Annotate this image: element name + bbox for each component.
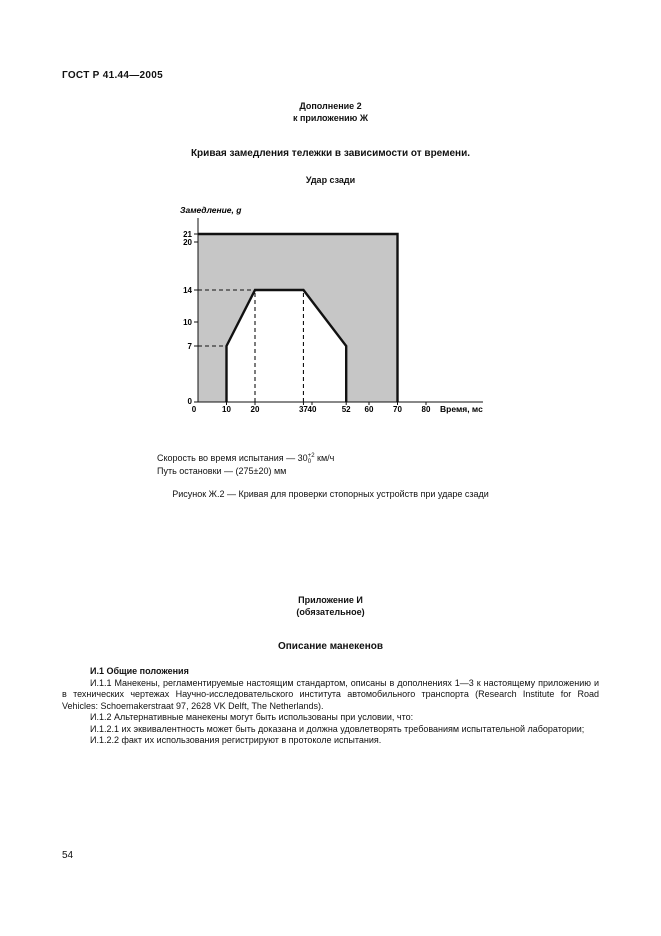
paragraph-1-1-2: И.1.2 Альтернативные манекены могут быть использованы при условии, что:: [90, 712, 414, 722]
y-tick-label-10: 10: [183, 318, 192, 327]
appendix-heading: Описание манекенов: [277, 641, 384, 652]
x-tick-label-70: 70: [393, 405, 402, 414]
test-speed-tolerance: [308, 453, 315, 465]
page-number: 54: [62, 850, 74, 861]
x-tick-label-52: 52: [341, 405, 351, 414]
y-tick-label-7: 7: [187, 342, 192, 351]
y-tick-label-20: 20: [183, 238, 192, 247]
test-speed-note: [157, 452, 334, 465]
paragraph-1-1-1: И.1.1 Манекены, регламентируемые настоящим стандартом, описаны в дополнениях 1—3 к настоящему приложению и в технических чертежах Научно-исследовательского института автомобильного транспорта (Research Institute for Road Vehicles: Schoemakerstraat 97, 2628 VK Delft, The Netherlands).: [62, 677, 599, 711]
paragraph-1-1-2-2: И.1.2.2 факт их использования регистрируют в протоколе испытания.: [90, 735, 382, 745]
appendix-title: Приложение И: [298, 595, 363, 605]
x-tick-label-0: 0: [191, 405, 197, 414]
x-tick-label-10: 10: [222, 405, 231, 414]
chart-subtitle: Удар сзади: [305, 175, 356, 185]
x-tick-label-20: 20: [250, 405, 260, 414]
y-axis-label: Замедление, g: [180, 205, 242, 215]
deceleration-chart: [150, 195, 510, 425]
x-tick-label-40: 40: [307, 405, 317, 414]
supplement-reference: к приложению Ж: [292, 113, 368, 123]
test-speed-text: Скорость во время испытания — 30: [157, 453, 308, 463]
figure-caption: Рисунок Ж.2 — Кривая для проверки стопорных устройств при ударе сзади: [172, 489, 489, 499]
appendix-title-block: [0, 594, 661, 618]
figure-title: Кривая замедления тележки в зависимости от времени.: [190, 148, 471, 159]
y-tick-label-14: 14: [183, 286, 192, 295]
y-tick-label-0: 0: [187, 397, 192, 406]
x-tick-label-80: 80: [421, 405, 431, 414]
appendix-body: [62, 666, 599, 747]
speed-tolerance-lower: 0: [307, 458, 312, 465]
x-tick-label-60: 60: [364, 405, 374, 414]
test-speed-unit: км/ч: [314, 453, 335, 463]
speed-tolerance-upper: +2: [307, 452, 315, 459]
annex-supplement-title: [0, 100, 661, 124]
x-tick-label-37: 37: [298, 405, 308, 414]
appendix-status: (обязательное): [296, 607, 365, 617]
plot-area: [183, 218, 483, 414]
y-tick-label-21: 21: [183, 230, 192, 239]
section-heading: И.1 Общие положения: [90, 666, 189, 676]
x-axis-label: Время, мс: [440, 404, 483, 414]
supplement-number: Дополнение 2: [299, 101, 362, 111]
test-conditions: [157, 452, 334, 477]
document-code-header: ГОСТ Р 41.44—2005: [62, 70, 163, 81]
paragraph-1-1-2-1: И.1.2.1 их эквивалентность может быть доказана и должна удовлетворять требованиям испытательной лаборатории;: [90, 723, 585, 734]
stopping-distance-note: Путь остановки — (275±20) мм: [157, 465, 287, 476]
